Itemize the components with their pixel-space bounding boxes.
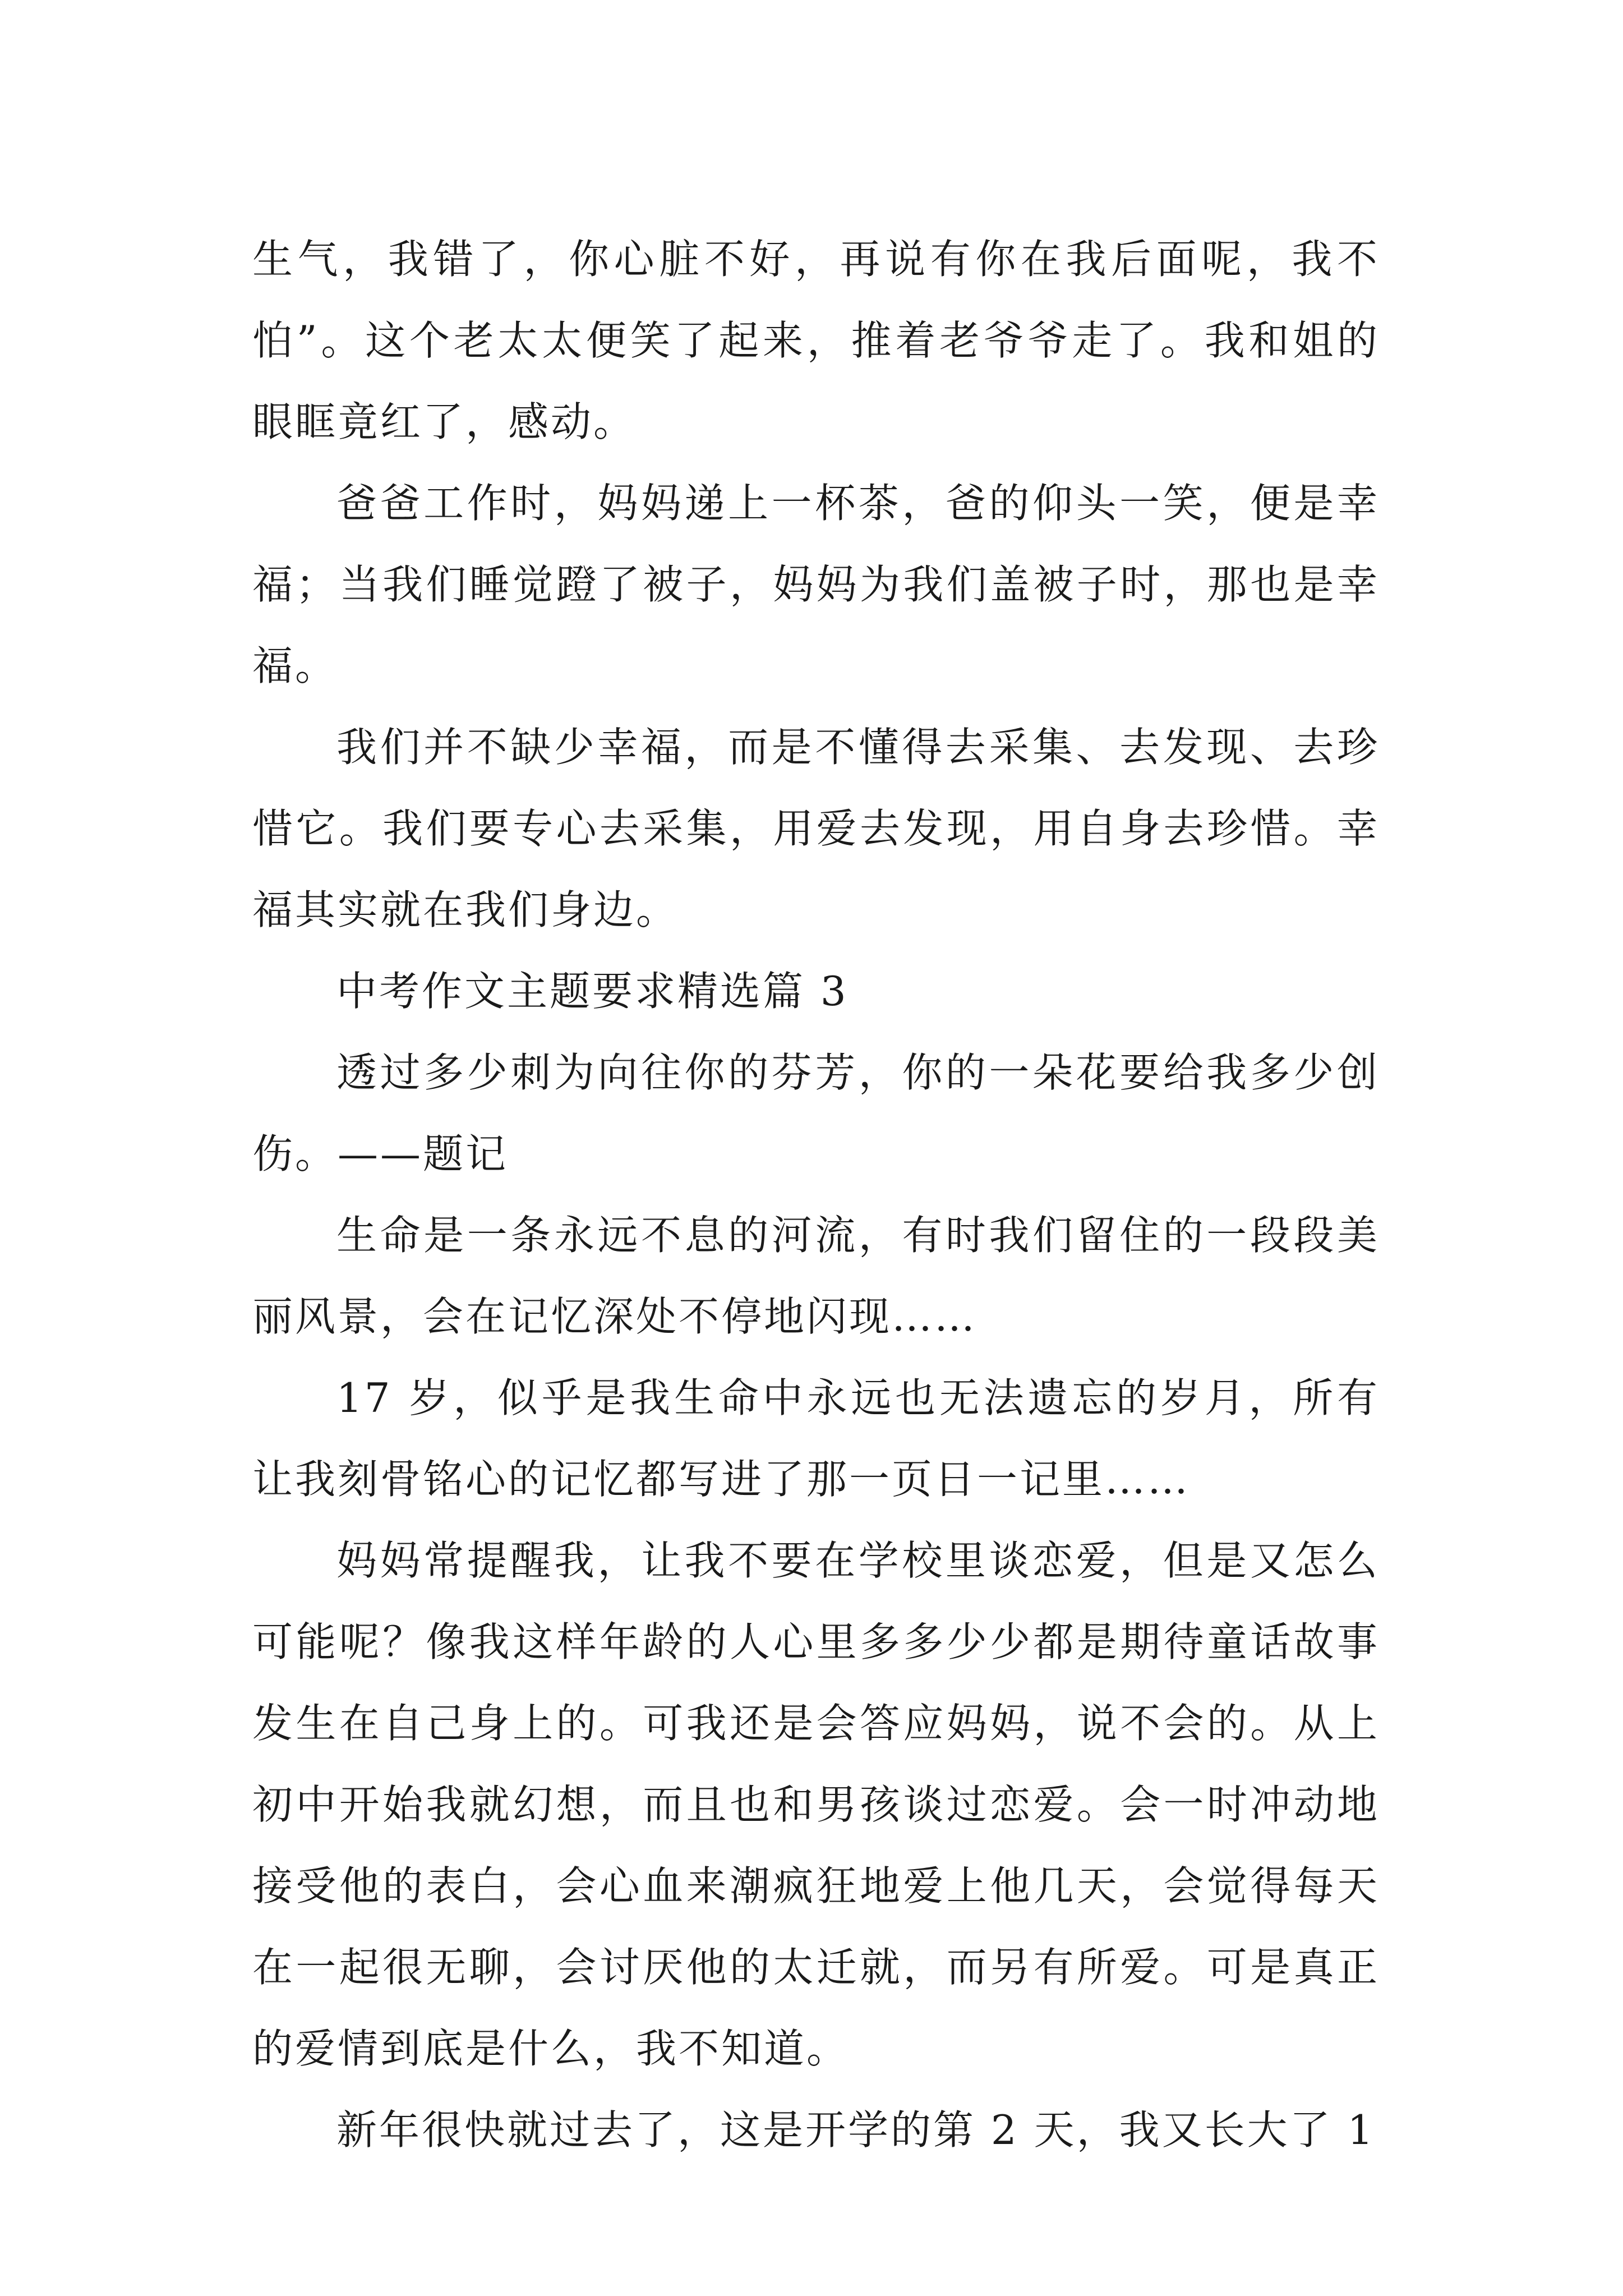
epigraph-paragraph: 透过多少刺为向往你的芬芳，你的一朵花要给我多少创伤。——题记 [252,1049,1380,1177]
paragraph: 生命是一条永远不息的河流，有时我们留住的一段段美丽风景，会在记忆深处不停地闪现…… [252,1212,1380,1340]
paragraph: 爸爸工作时，妈妈递上一杯茶，爸的仰头一笑，便是幸福；当我们睡觉蹬了被子，妈妈为我们盖被子时，那也是幸福。 [252,480,1380,689]
paragraph: 新年很快就过去了，这是开学的第 2 天，我又长大了 1 [336,2106,1376,2154]
document-body [252,219,1380,2171]
paragraph: 妈妈常提醒我，让我不要在学校里谈恋爱，但是又怎么可能呢？像我这样年龄的人心里多多少少都是期待童话故事发生在自己身上的。可我还是会答应妈妈，说不会的。从上初中开始我就幻想，而且也和男孩谈过恋爱。会一时冲动地接受他的表白，会心血来潮疯狂地爱上他几天，会觉得每天在一起很无聊，会讨厌他的太迁就，而另有所爱。可是真正的爱情到底是什么，我不知道。 [252,1537,1380,2072]
paragraph: 我们并不缺少幸福，而是不懂得去采集、去发现、去珍惜它。我们要专心去采集，用爱去发现，用自身去珍惜。幸福其实就在我们身边。 [252,724,1380,933]
paragraph: 17 岁，似乎是我生命中永远也无法遗忘的岁月，所有让我刻骨铭心的记忆都写进了那一页日一记里…… [252,1374,1380,1503]
paragraph: 生气，我错了，你心脏不好，再说有你在我后面呢，我不怕”。这个老太太便笑了起来，推着老爷爷走了。我和姐的眼眶竟红了，感动。 [252,236,1380,445]
section-heading: 中考作文主题要求精选篇 3 [336,968,849,1015]
